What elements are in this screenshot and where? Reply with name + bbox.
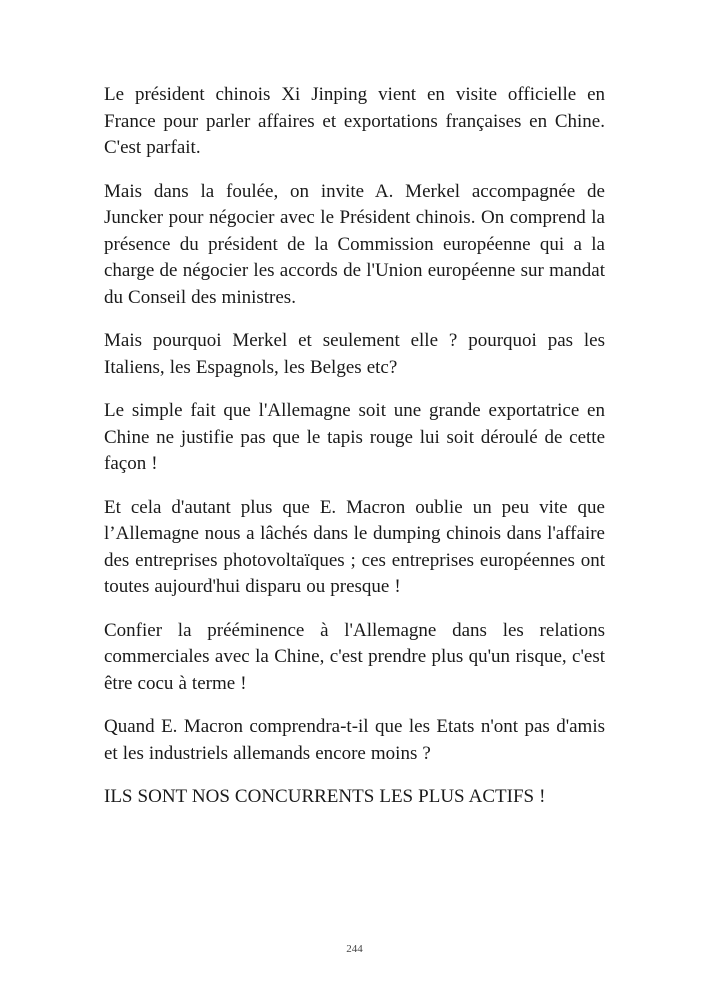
paragraph-2: Mais dans la foulée, on invite A. Merkel accompagnée de Juncker pour négocier avec le Président chinois. On comprend la présence du président de la Commission européenne qui a la charge de négocier les accords de l'Union européenne sur mandat du Conseil des ministres. (104, 180, 605, 308)
paragraph-4: Le simple fait que l'Allemagne soit une grande exportatrice en Chine ne justifie pas que le tapis rouge lui soit déroulé de cette façon ! (104, 400, 605, 474)
page-number: 244 (346, 943, 363, 955)
paragraph-5: Et cela d'autant plus que E. Macron oublie un peu vite que l’Allemagne nous a lâchés dans le dumping chinois dans l'affaire des entreprises photovoltaïques ; ces entreprises européennes ont toutes aujourd'hui disparu ou presque ! (104, 496, 605, 597)
paragraph-7: Quand E. Macron comprendra-t-il que les Etats n'ont pas d'amis et les industriels allemands encore moins ? (104, 716, 605, 764)
closing-statement: ILS SONT NOS CONCURRENTS LES PLUS ACTIFS ! (104, 786, 546, 807)
paragraph-6: Confier la prééminence à l'Allemagne dans les relations commerciales avec la Chine, c'est prendre plus qu'un risque, c'est être cocu à terme ! (104, 619, 605, 694)
page-body (104, 82, 605, 828)
paragraph-1: Le président chinois Xi Jinping vient en visite officielle en France pour parler affaires et exportations françaises en Chine. C'est parfait. (104, 84, 605, 158)
paragraph-3: Mais pourquoi Merkel et seulement elle ? pourquoi pas les Italiens, les Espagnols, les Belges etc? (104, 330, 605, 378)
